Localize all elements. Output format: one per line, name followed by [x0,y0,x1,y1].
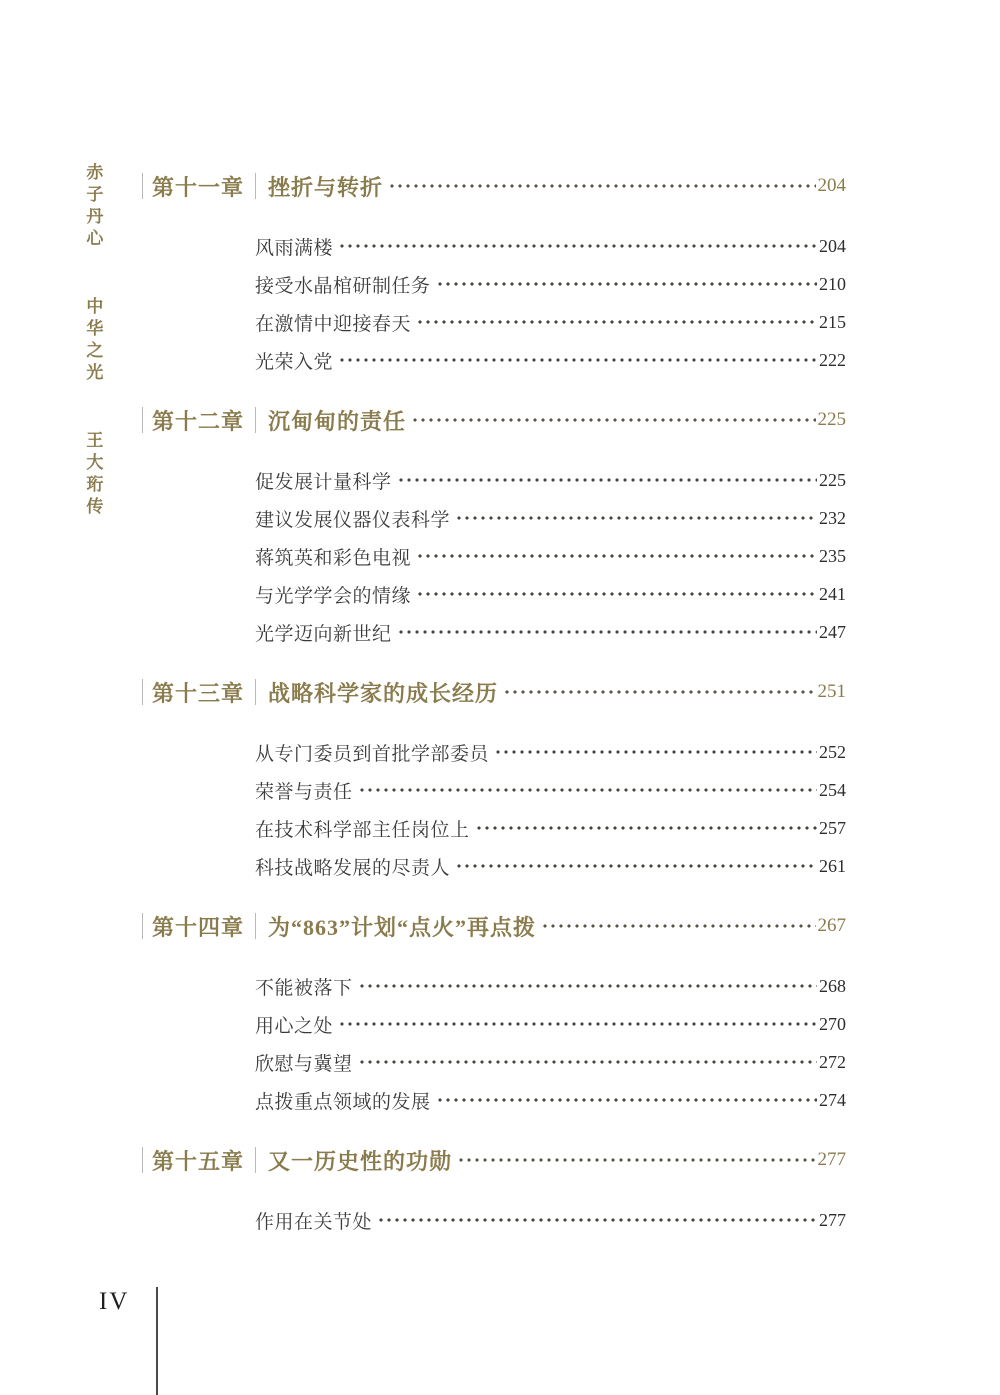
chapter-heading [142,1144,846,1176]
section-title: 光荣入党 [255,351,334,373]
section-title: 点拨重点领域的发展 [255,1091,431,1113]
section-page-number: 270 [819,1013,846,1034]
toc-entry [255,852,846,880]
toc-entry [255,542,846,570]
section-title: 风雨满楼 [255,237,334,259]
section-page-number: 235 [819,545,846,566]
table-of-contents [142,170,846,1264]
toc-entry [255,738,846,766]
chapter-label: 第十四章 [152,914,245,940]
spine-segment: 赤子丹心 [83,163,103,251]
divider-bar [255,407,256,433]
chapter-heading [142,404,846,436]
section-page-number: 277 [819,1209,846,1230]
dot-leader [339,354,817,366]
toc-entry [255,618,846,646]
toc-entry [255,1048,846,1076]
chapter-heading [142,676,846,708]
dot-leader [476,822,817,834]
section-title: 用心之处 [255,1015,334,1037]
divider-bar [142,679,143,705]
dot-leader [339,240,817,252]
dot-leader [417,588,817,600]
section-page-number: 204 [819,235,846,256]
chapter-title: 又一历史性的功勋 [268,1148,453,1174]
section-title: 蒋筑英和彩色电视 [255,547,412,569]
section-title: 光学迈向新世纪 [255,623,392,645]
dot-leader [456,860,817,872]
dot-leader [495,746,817,758]
chapter-sections [142,232,846,374]
chapter-label: 第十五章 [152,1148,245,1174]
divider-bar [255,679,256,705]
dot-leader [417,316,817,328]
section-title: 接受水晶棺研制任务 [255,275,431,297]
chapter-heading [142,910,846,942]
chapter-label: 第十一章 [152,174,245,200]
chapter-heading [142,170,846,202]
divider-bar [255,913,256,939]
toc-entry [255,308,846,336]
section-page-number: 274 [819,1089,846,1110]
section-page-number: 261 [819,855,846,876]
toc-entry [255,1010,846,1038]
chapter-page-number: 204 [817,175,846,196]
section-page-number: 210 [819,273,846,294]
toc-chapter [142,170,846,374]
section-title: 荣誉与责任 [255,781,353,803]
toc-chapter [142,404,846,646]
chapter-page-number: 277 [817,1149,846,1170]
toc-entry [255,1086,846,1114]
dot-leader [437,278,817,290]
section-title: 促发展计量科学 [255,471,392,493]
section-title: 作用在关节处 [255,1211,373,1233]
dot-leader [458,1154,815,1166]
chapter-title: 为“863”计划“点火”再点拨 [268,914,537,940]
dot-leader [359,980,817,992]
chapter-sections [142,972,846,1114]
toc-entry [255,1206,846,1234]
dot-leader [359,1056,817,1068]
divider-bar [142,1147,143,1173]
section-title: 欣慰与冀望 [255,1053,353,1075]
chapter-sections [142,1206,846,1234]
section-page-number: 215 [819,311,846,332]
section-page-number: 241 [819,583,846,604]
dot-leader [389,180,815,192]
spine-segment: 王大珩传 [83,431,103,519]
section-title: 科技战略发展的尽责人 [255,857,451,879]
section-title: 在技术科学部主任岗位上 [255,819,470,841]
section-page-number: 268 [819,975,846,996]
dot-leader [359,784,817,796]
section-title: 建议发展仪器仪表科学 [255,509,451,531]
section-page-number: 232 [819,507,846,528]
section-title: 与光学学会的情缘 [255,585,412,607]
chapter-sections [142,738,846,880]
divider-bar [142,407,143,433]
section-title: 从专门委员到首批学部委员 [255,743,490,765]
toc-entry [255,504,846,532]
chapter-sections [142,466,846,646]
toc-entry [255,776,846,804]
toc-entry [255,466,846,494]
dot-leader [456,512,817,524]
toc-entry [255,232,846,260]
toc-chapter [142,1144,846,1234]
chapter-page-number: 267 [817,915,846,936]
toc-entry [255,814,846,842]
footer-vertical-rule [156,1287,158,1395]
dot-leader [398,474,817,486]
chapter-title: 挫折与转折 [268,174,384,200]
chapter-title: 沉甸甸的责任 [268,408,407,434]
dot-leader [437,1094,817,1106]
book-spine-title [82,163,102,519]
section-page-number: 247 [819,621,846,642]
section-page-number: 252 [819,741,846,762]
dot-leader [378,1214,817,1226]
divider-bar [142,913,143,939]
section-page-number: 225 [819,469,846,490]
toc-chapter [142,676,846,880]
dot-leader [542,920,815,932]
dot-leader [398,626,817,638]
divider-bar [255,1147,256,1173]
toc-entry [255,346,846,374]
toc-entry [255,972,846,1000]
spine-segment: 中华之光 [83,297,103,385]
toc-entry [255,580,846,608]
section-page-number: 254 [819,779,846,800]
chapter-title: 战略科学家的成长经历 [268,680,499,706]
dot-leader [339,1018,817,1030]
page-folio: IV [99,1288,130,1315]
section-page-number: 272 [819,1051,846,1072]
toc-entry [255,270,846,298]
section-page-number: 257 [819,817,846,838]
section-page-number: 222 [819,349,846,370]
dot-leader [412,414,815,426]
divider-bar [142,173,143,199]
section-title: 在激情中迎接春天 [255,313,412,335]
dot-leader [417,550,817,562]
toc-chapter [142,910,846,1114]
divider-bar [255,173,256,199]
dot-leader [504,686,815,698]
chapter-page-number: 251 [817,681,846,702]
section-title: 不能被落下 [255,977,353,999]
chapter-label: 第十二章 [152,408,245,434]
chapter-label: 第十三章 [152,680,245,706]
chapter-page-number: 225 [817,409,846,430]
